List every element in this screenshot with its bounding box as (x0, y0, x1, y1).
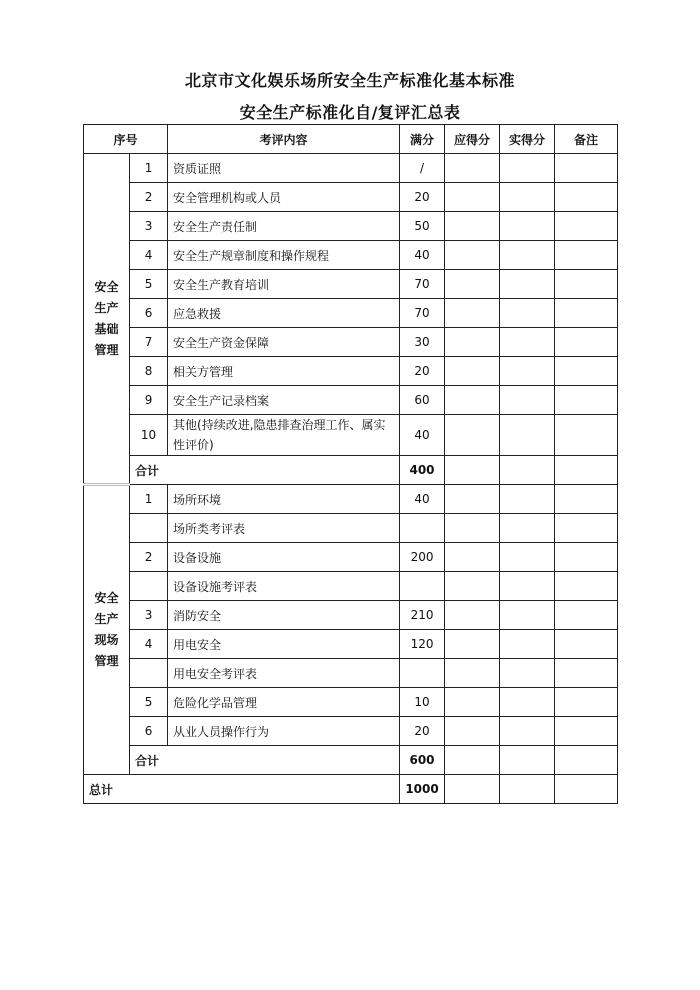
remark-cell[interactable] (555, 183, 618, 212)
remark-cell[interactable] (555, 328, 618, 357)
due-score-cell[interactable] (445, 572, 500, 601)
remark-cell[interactable] (555, 415, 618, 456)
due-score-cell[interactable] (445, 415, 500, 456)
row-full-score: 20 (400, 183, 445, 212)
row-full-score: 40 (400, 485, 445, 514)
actual-score-cell[interactable] (500, 775, 555, 804)
header-remark: 备注 (555, 125, 618, 154)
actual-score-cell[interactable] (500, 357, 555, 386)
row-content: 危险化学品管理 (168, 688, 400, 717)
row-content: 设备设施 (168, 543, 400, 572)
table-row (84, 688, 618, 717)
row-full-score: 20 (400, 717, 445, 746)
row-content: 安全生产规章制度和操作规程 (168, 241, 400, 270)
row-number: 3 (130, 212, 168, 241)
table-row (84, 212, 618, 241)
row-content: 设备设施考评表 (168, 572, 400, 601)
table-row (84, 659, 618, 688)
row-content: 场所类考评表 (168, 514, 400, 543)
due-score-cell[interactable] (445, 485, 500, 514)
actual-score-cell[interactable] (500, 154, 555, 183)
actual-score-cell[interactable] (500, 572, 555, 601)
row-number: 6 (130, 299, 168, 328)
actual-score-cell[interactable] (500, 717, 555, 746)
actual-score-cell[interactable] (500, 688, 555, 717)
remark-cell[interactable] (555, 601, 618, 630)
due-score-cell[interactable] (445, 630, 500, 659)
subtotal-score: 400 (400, 456, 445, 485)
row-number: 10 (130, 415, 168, 456)
row-number: 4 (130, 241, 168, 270)
table-row (84, 357, 618, 386)
subtotal-label: 合计 (130, 456, 400, 485)
section-basic-management-label: 安全 生产 基础 管理 (84, 154, 130, 485)
subtotal-label: 合计 (130, 746, 400, 775)
due-score-cell[interactable] (445, 688, 500, 717)
subtotal-score: 600 (400, 746, 445, 775)
remark-cell[interactable] (555, 514, 618, 543)
actual-score-cell[interactable] (500, 212, 555, 241)
remark-cell[interactable] (555, 357, 618, 386)
row-full-score: 120 (400, 630, 445, 659)
row-full-score: 70 (400, 270, 445, 299)
remark-cell[interactable] (555, 386, 618, 415)
due-score-cell[interactable] (445, 543, 500, 572)
due-score-cell[interactable] (445, 241, 500, 270)
row-number: 2 (130, 183, 168, 212)
due-score-cell[interactable] (445, 659, 500, 688)
actual-score-cell[interactable] (500, 514, 555, 543)
row-number: 9 (130, 386, 168, 415)
remark-cell[interactable] (555, 270, 618, 299)
row-content: 安全生产责任制 (168, 212, 400, 241)
actual-score-cell[interactable] (500, 386, 555, 415)
row-content: 相关方管理 (168, 357, 400, 386)
table-row (84, 485, 618, 514)
header-full-score: 满分 (400, 125, 445, 154)
row-full-score: 50 (400, 212, 445, 241)
row-number: 2 (130, 543, 168, 572)
row-full-score: 40 (400, 415, 445, 456)
remark-cell[interactable] (555, 456, 618, 485)
due-score-cell[interactable] (445, 183, 500, 212)
table-row (84, 299, 618, 328)
due-score-cell[interactable] (445, 299, 500, 328)
due-score-cell[interactable] (445, 212, 500, 241)
row-full-score: 70 (400, 299, 445, 328)
section-site-management-label: 安全 生产 现场 管理 (84, 485, 130, 775)
actual-score-cell[interactable] (500, 659, 555, 688)
row-content: 安全管理机构或人员 (168, 183, 400, 212)
actual-score-cell[interactable] (500, 543, 555, 572)
row-full-score (400, 514, 445, 543)
actual-score-cell[interactable] (500, 485, 555, 514)
header-content: 考评内容 (168, 125, 400, 154)
due-score-cell[interactable] (445, 601, 500, 630)
remark-cell[interactable] (555, 746, 618, 775)
summary-table (83, 124, 618, 804)
actual-score-cell[interactable] (500, 415, 555, 456)
row-content: 用电安全考评表 (168, 659, 400, 688)
row-content: 安全生产教育培训 (168, 270, 400, 299)
row-full-score: 60 (400, 386, 445, 415)
table-row (84, 601, 618, 630)
due-score-cell[interactable] (445, 746, 500, 775)
remark-cell[interactable] (555, 212, 618, 241)
table-row (84, 717, 618, 746)
header-row (84, 125, 618, 154)
actual-score-cell[interactable] (500, 746, 555, 775)
row-content: 用电安全 (168, 630, 400, 659)
subtotal-row (84, 456, 618, 485)
row-number: 1 (130, 154, 168, 183)
row-full-score (400, 572, 445, 601)
row-number: 7 (130, 328, 168, 357)
table-row (84, 241, 618, 270)
remark-cell[interactable] (555, 659, 618, 688)
row-full-score: 10 (400, 688, 445, 717)
table-row (84, 543, 618, 572)
table-row (84, 415, 618, 456)
row-full-score: 30 (400, 328, 445, 357)
header-actual-score: 实得分 (500, 125, 555, 154)
row-content: 场所环境 (168, 485, 400, 514)
remark-cell[interactable] (555, 154, 618, 183)
row-full-score (400, 659, 445, 688)
due-score-cell[interactable] (445, 514, 500, 543)
row-number (130, 572, 168, 601)
actual-score-cell[interactable] (500, 270, 555, 299)
due-score-cell[interactable] (445, 775, 500, 804)
row-number (130, 659, 168, 688)
row-content: 消防安全 (168, 601, 400, 630)
row-content: 资质证照 (168, 154, 400, 183)
actual-score-cell[interactable] (500, 630, 555, 659)
row-number: 5 (130, 270, 168, 299)
actual-score-cell[interactable] (500, 456, 555, 485)
actual-score-cell[interactable] (500, 299, 555, 328)
remark-cell[interactable] (555, 630, 618, 659)
remark-cell[interactable] (555, 485, 618, 514)
subtotal-row (84, 746, 618, 775)
remark-cell[interactable] (555, 717, 618, 746)
row-number: 3 (130, 601, 168, 630)
actual-score-cell[interactable] (500, 183, 555, 212)
table-row (84, 630, 618, 659)
document-title: 北京市文化娱乐场所安全生产标准化基本标准 (184, 71, 515, 90)
row-number: 8 (130, 357, 168, 386)
row-content: 应急救援 (168, 299, 400, 328)
row-full-score: 40 (400, 241, 445, 270)
due-score-cell[interactable] (445, 328, 500, 357)
remark-cell[interactable] (555, 543, 618, 572)
document-subtitle: 安全生产标准化自/复评汇总表 (239, 103, 461, 122)
row-full-score: / (400, 154, 445, 183)
actual-score-cell[interactable] (500, 328, 555, 357)
table-row (84, 572, 618, 601)
remark-cell[interactable] (555, 775, 618, 804)
table-row (84, 386, 618, 415)
due-score-cell[interactable] (445, 270, 500, 299)
remark-cell[interactable] (555, 688, 618, 717)
table-row (84, 328, 618, 357)
row-content: 从业人员操作行为 (168, 717, 400, 746)
remark-cell[interactable] (555, 241, 618, 270)
header-due-score: 应得分 (445, 125, 500, 154)
due-score-cell[interactable] (445, 386, 500, 415)
row-number: 1 (130, 485, 168, 514)
row-number: 4 (130, 630, 168, 659)
due-score-cell[interactable] (445, 456, 500, 485)
table-row (84, 154, 618, 183)
due-score-cell[interactable] (445, 357, 500, 386)
total-score: 1000 (400, 775, 445, 804)
row-full-score: 210 (400, 601, 445, 630)
table-row (84, 183, 618, 212)
row-content: 安全生产资金保障 (168, 328, 400, 357)
row-number (130, 514, 168, 543)
total-label: 总计 (84, 775, 400, 804)
remark-cell[interactable] (555, 572, 618, 601)
row-full-score: 20 (400, 357, 445, 386)
remark-cell[interactable] (555, 299, 618, 328)
due-score-cell[interactable] (445, 717, 500, 746)
row-number: 5 (130, 688, 168, 717)
header-seq: 序号 (84, 125, 168, 154)
total-row (84, 775, 618, 804)
row-number: 6 (130, 717, 168, 746)
table-row (84, 514, 618, 543)
row-full-score: 200 (400, 543, 445, 572)
table-row (84, 270, 618, 299)
due-score-cell[interactable] (445, 154, 500, 183)
row-content: 安全生产记录档案 (168, 386, 400, 415)
actual-score-cell[interactable] (500, 241, 555, 270)
row-content: 其他(持续改进,隐患排查治理工作、属实性评价) (168, 415, 400, 456)
actual-score-cell[interactable] (500, 601, 555, 630)
